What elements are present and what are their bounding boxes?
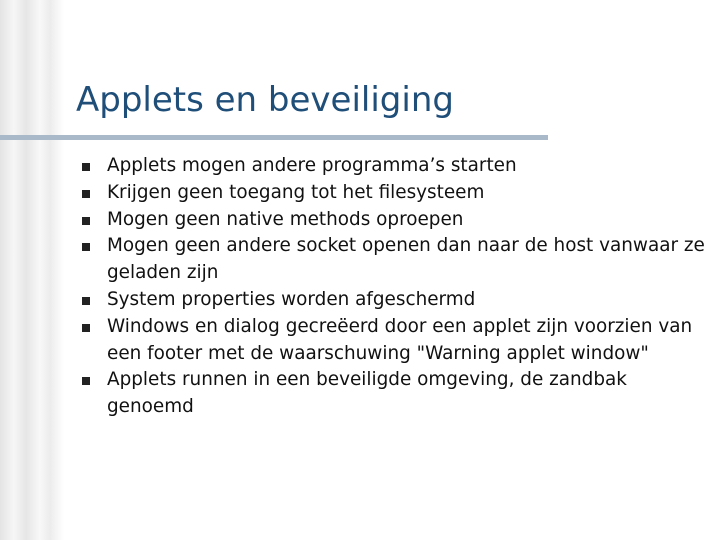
bullet-item: [82, 233, 712, 287]
slide-title: Applets en beveiliging: [76, 80, 454, 120]
square-bullet-icon: [82, 297, 90, 305]
square-bullet-icon: [82, 217, 90, 225]
bullet-item: [82, 180, 712, 207]
bullet-text: Mogen geen native methods oproepen: [107, 208, 464, 230]
bullet-text: Applets runnen in een beveiligde omgeving, de zandbak genoemd: [107, 369, 627, 418]
square-bullet-icon: [82, 163, 90, 171]
bullet-item: [82, 153, 712, 180]
square-bullet-icon: [82, 377, 90, 385]
square-bullet-icon: [82, 243, 90, 251]
bullet-text: Windows en dialog gecreëerd door een applet zijn voorzien van een footer met de waarschuwing "Warning applet window": [107, 315, 693, 364]
title-underline: [0, 135, 548, 140]
bullet-text: Krijgen geen toegang tot het filesysteem: [107, 181, 485, 203]
bullet-item: [82, 314, 712, 368]
bullet-item: [82, 287, 712, 314]
bullet-item: [82, 367, 712, 421]
bullet-list: [82, 153, 712, 421]
square-bullet-icon: [82, 324, 90, 332]
bullet-text: Applets mogen andere programma’s starten: [107, 155, 517, 176]
square-bullet-icon: [82, 190, 90, 198]
bullet-item: [82, 207, 712, 234]
bullet-text: Mogen geen andere socket openen dan naar de host vanwaar ze geladen zijn: [107, 235, 705, 284]
bullet-text: System properties worden afgeschermd: [107, 288, 476, 310]
